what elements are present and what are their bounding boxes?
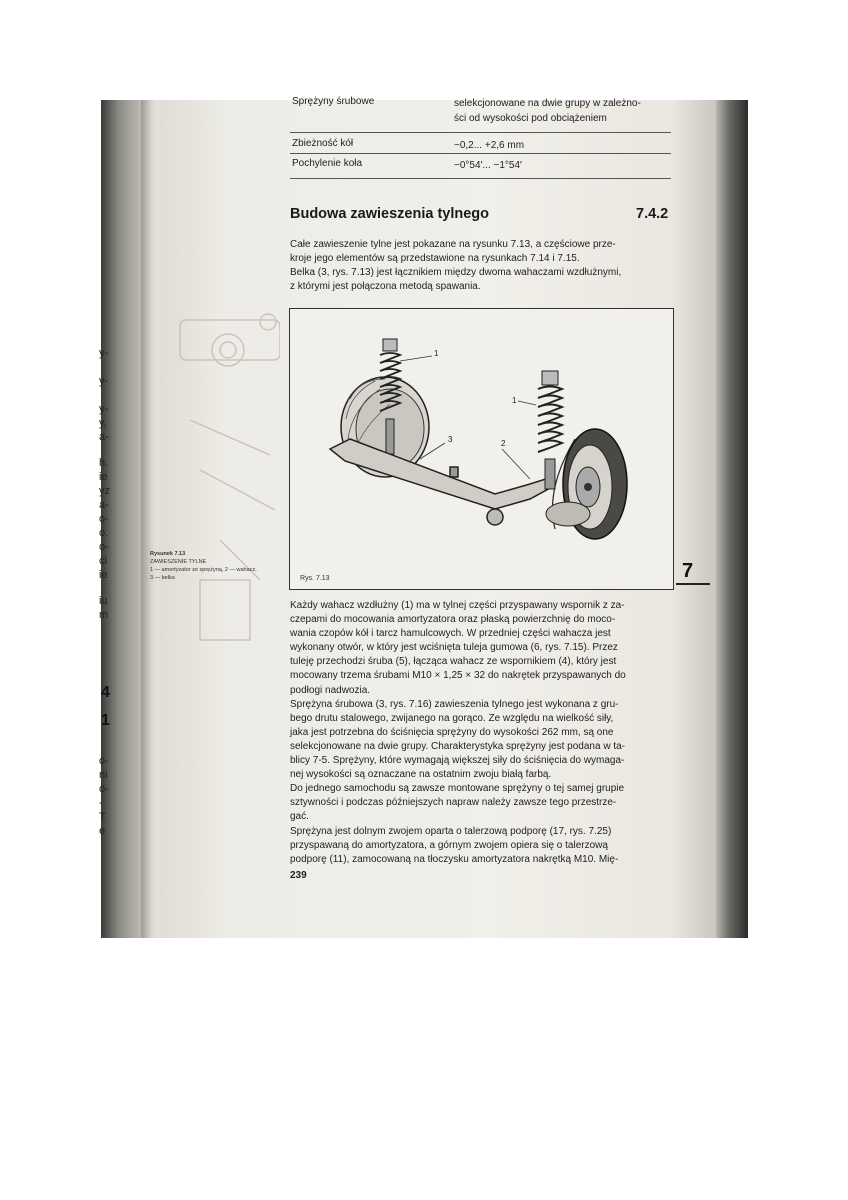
callout-2: 2 [501, 439, 506, 448]
right-shock-absorber [538, 371, 562, 489]
edge-fragment: iu [99, 595, 108, 607]
text-line: gać. [290, 811, 309, 823]
edge-fragment: a- [99, 499, 109, 511]
text-line: czepami do mocowania amortyzatora oraz płaską powierzchnię do moco- [290, 614, 616, 626]
edge-fragment: y- [99, 403, 109, 415]
figure-side-caption [150, 550, 257, 582]
edge-fragment: ci [99, 555, 107, 567]
table-rule [290, 132, 671, 133]
text-line: Sprężyna jest dolnym zwojem oparta o talerzową podporę (17, rys. 7.25) [290, 825, 612, 837]
edge-fragment: ie [99, 471, 108, 483]
text-line: selekcjonowane na dwie grupy. Charakterystyka sprężyny jest podana w ta- [290, 740, 625, 752]
table-rule [290, 153, 671, 154]
beam-illustration [330, 439, 552, 525]
figure-rear-suspension [289, 308, 674, 590]
edge-fragment: a- [99, 431, 109, 443]
chapter-tab-rule [676, 583, 710, 585]
text-line: mocowany trzema śrubami M10 × 1,25 × 32 do nakrętek przyspawanych do [290, 670, 626, 682]
text-line: przyspawaną do amortyzatora, a górnym zwojem opiera się o talerzową [290, 839, 608, 851]
section-title: Budowa zawieszenia tylnego [290, 206, 490, 222]
text-line: wykonany otwór, w który jest wciśnięta tuleja gumowa (6, rys. 7.15). Przez [290, 642, 618, 654]
spec-label: Pochylenie koła [292, 158, 363, 169]
body-paragraph [290, 599, 672, 867]
spec-value [454, 158, 674, 173]
edge-fragment: ni [99, 769, 108, 781]
figure-label: Rys. 7.13 [300, 575, 330, 582]
edge-fragment: o- [99, 783, 109, 795]
edge-fragment: o. [99, 527, 109, 539]
edge-fragment: - [99, 797, 103, 809]
edge-fragment: yz [99, 485, 110, 497]
text-line: nej wysokości są oznaczane na ostatnim zwoju białą farbą. [290, 769, 552, 781]
callout-1-left: 1 [434, 349, 439, 358]
edge-fragment: o- [99, 513, 109, 525]
text-line: Całe zawieszenie tylne jest pokazane na rysunku 7.13, a częściowe prze- [290, 239, 616, 250]
caption-line: 1 — amortyzator ze sprężyną, 2 — wahacz, [150, 567, 257, 573]
edge-fragment: o- [99, 541, 109, 553]
spec-value-line: −0,2... +2,6 mm [454, 140, 525, 151]
spec-value-line: −0°54′... −1°54′ [454, 160, 522, 171]
page-number: 239 [290, 870, 307, 881]
callout-1-right: 1 [512, 396, 517, 405]
text-line: tuleję przechodzi śruba (5), łącząca wahacz ze wspornikiem (4), który jest [290, 656, 617, 668]
spec-label: Sprężyny śrubowe [292, 96, 375, 107]
text-line: Każdy wahacz wzdłużny (1) ma w tylnej części przyspawany wspornik z za- [290, 600, 625, 611]
text-line: Belka (3, rys. 7.13) jest łącznikiem między dwoma wahaczami wzdłużnymi, [290, 267, 622, 278]
edge-fragment: m [99, 609, 109, 621]
spec-value [454, 96, 674, 126]
bleed-through-artwork [160, 280, 280, 660]
spec-value-line: selekcjonowane na dwie grupy w zależno- [454, 98, 641, 109]
text-line: podłogi nadwozia. [290, 684, 371, 696]
text-line: Do jednego samochodu są zawsze montowane sprężyny o tej samej grupie [290, 783, 625, 795]
edge-fragment: T [99, 811, 106, 823]
edge-fragment: y- [99, 347, 109, 359]
chapter-tab-number: 7 [682, 560, 694, 582]
text-line: podporę (11), zamocowaną na tłoczysku amortyzatora nakrętką M10. Mię- [290, 853, 619, 865]
text-line: sztywności i podczas późniejszych napraw należy zawsze tego przestrze- [290, 797, 617, 809]
spec-value-line: ści od wysokości pod obciążeniem [454, 113, 607, 124]
caption-line: 3 — belka [150, 575, 175, 581]
text-line: z którymi jest połączona metodą spawania. [290, 281, 481, 292]
book-gutter [141, 100, 159, 938]
edge-fragment: y- [99, 375, 109, 387]
page-edge-shadow [716, 100, 748, 938]
edge-fragment: h. [99, 457, 109, 469]
edge-fragment: 4 [101, 684, 110, 701]
text-line: wania czopów kół i tarcz hamulcowych. W przedniej części wahacza jest [290, 628, 611, 640]
rear-suspension-drawing [290, 309, 673, 589]
caption-subtitle: ZAWIESZENIE TYLNE [150, 559, 207, 565]
edge-fragment: ie [99, 569, 108, 581]
text-line: blicy 7-5. Sprężyny, które wymagają większej siły do ściśnięcia do wymaga- [290, 755, 625, 767]
left-page-text-edge [99, 346, 113, 837]
text-line: bego drutu stalowego, zwijanego na gorąco. Ze względu na wielkość siły, [290, 712, 614, 724]
spec-value [454, 138, 674, 153]
intro-paragraph [290, 238, 672, 294]
text-line: kroje jego elementów są przedstawione na rysunkach 7.14 i 7.15. [290, 253, 580, 264]
text-line: jaka jest potrzebna do ściśnięcia sprężyny do wysokości 262 mm, są one [290, 726, 614, 738]
callout-3: 3 [448, 435, 453, 444]
text-line: Sprężyna śrubowa (3, rys. 7.16) zawieszenia tylnego jest wykonana z gru- [290, 698, 619, 710]
edge-fragment: e [99, 825, 106, 837]
edge-fragment: o- [99, 755, 109, 767]
edge-fragment: 1 [101, 712, 110, 729]
edge-fragment: y, [99, 417, 107, 429]
caption-title: Rysunek 7.13 [150, 551, 186, 557]
spec-label: Zbieżność kół [292, 138, 354, 149]
table-rule [290, 178, 671, 179]
section-number: 7.4.2 [636, 206, 669, 222]
